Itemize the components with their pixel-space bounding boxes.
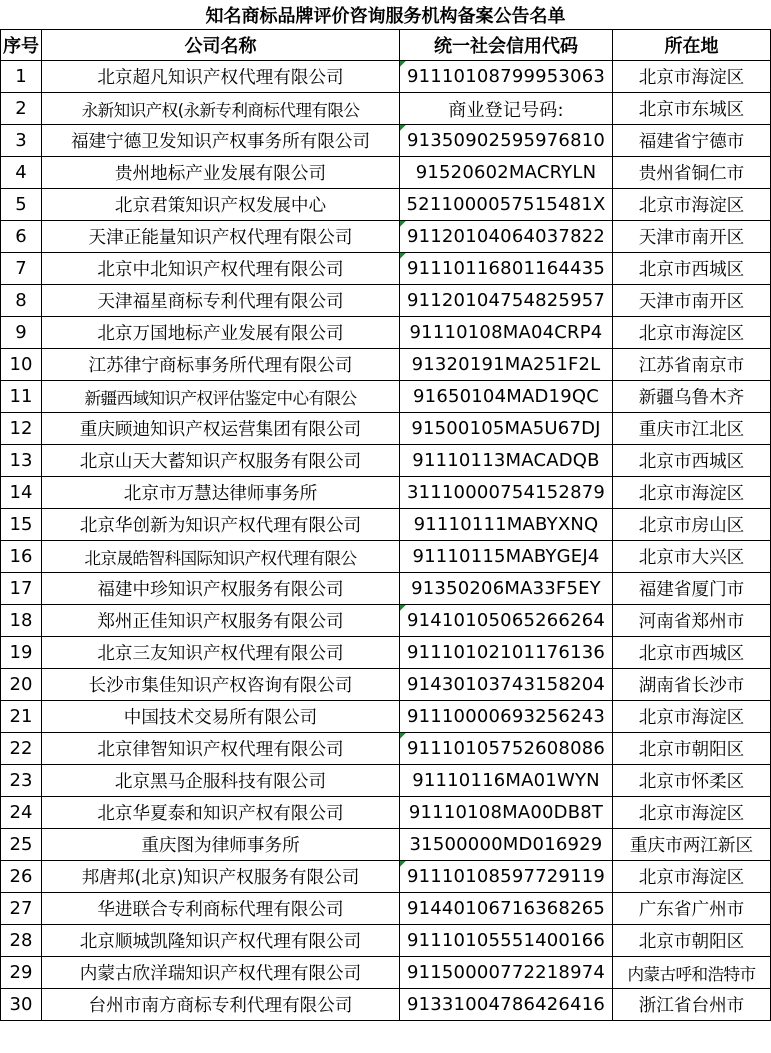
company-name-cell[interactable]: 新疆西域知识产权评估鉴定中心有限公: [42, 381, 400, 413]
company-name-cell[interactable]: 邦唐邦(北京)知识产权服务有限公司: [42, 861, 400, 893]
table-row: [1, 317, 771, 349]
location-cell[interactable]: 北京市东城区: [613, 93, 771, 125]
company-name-cell[interactable]: 江苏律宁商标事务所代理有限公司: [42, 349, 400, 381]
row-number-cell[interactable]: 12: [1, 413, 42, 445]
table-row: [1, 669, 771, 701]
company-name-cell[interactable]: 北京黑马企服科技有限公司: [42, 765, 400, 797]
location-cell[interactable]: 广东省广州市: [613, 893, 771, 925]
location-cell[interactable]: 浙江省台州市: [613, 989, 771, 1021]
credit-code-cell[interactable]: 91120104064037822: [400, 221, 613, 253]
credit-code-cell[interactable]: 91331004786426416: [400, 989, 613, 1021]
table-row: [1, 349, 771, 381]
location-cell[interactable]: 北京市西城区: [613, 253, 771, 285]
table-row: [1, 125, 771, 157]
row-number-cell[interactable]: 23: [1, 765, 42, 797]
location-cell[interactable]: 北京市怀柔区: [613, 765, 771, 797]
row-number-cell[interactable]: 28: [1, 925, 42, 957]
location-cell[interactable]: 河南省郑州市: [613, 605, 771, 637]
row-number-cell[interactable]: 29: [1, 957, 42, 989]
table-row: [1, 893, 771, 925]
sheet-title: 知名商标品牌评价咨询服务机构备案公告名单: [1, 0, 771, 30]
credit-code-cell[interactable]: 91110111MABYXNQ: [400, 509, 613, 541]
row-number-cell[interactable]: 20: [1, 669, 42, 701]
company-name-cell[interactable]: 福建中珍知识产权服务有限公司: [42, 573, 400, 605]
row-number-cell[interactable]: 27: [1, 893, 42, 925]
company-name-cell[interactable]: 北京顺城凯隆知识产权代理有限公司: [42, 925, 400, 957]
credit-code-cell[interactable]: 91650104MAD19QC: [400, 381, 613, 413]
row-number-cell[interactable]: 30: [1, 989, 42, 1021]
location-cell[interactable]: 北京市西城区: [613, 445, 771, 477]
location-cell[interactable]: 北京市海淀区: [613, 861, 771, 893]
location-cell[interactable]: 北京市海淀区: [613, 477, 771, 509]
header-row: [1, 30, 771, 61]
location-cell[interactable]: 北京市朝阳区: [613, 925, 771, 957]
row-number-cell[interactable]: 26: [1, 861, 42, 893]
credit-code-cell[interactable]: 91110116801164435: [400, 253, 613, 285]
location-cell[interactable]: 福建省厦门市: [613, 573, 771, 605]
table-row: [1, 61, 771, 93]
company-name-cell[interactable]: 长沙市集佳知识产权咨询有限公司: [42, 669, 400, 701]
credit-code-cell[interactable]: 31500000MD016929: [400, 829, 613, 861]
table-row: [1, 797, 771, 829]
credit-code-cell[interactable]: 商业登记号码:: [400, 93, 613, 125]
credit-code-cell[interactable]: 91430103743158204: [400, 669, 613, 701]
row-number-cell[interactable]: 18: [1, 605, 42, 637]
row-number-cell[interactable]: 1: [1, 61, 42, 93]
table-row: [1, 829, 771, 861]
table-row: [1, 381, 771, 413]
company-name-cell[interactable]: 北京三友知识产权代理有限公司: [42, 637, 400, 669]
table-row: [1, 925, 771, 957]
location-cell[interactable]: 福建省宁德市: [613, 125, 771, 157]
company-name-cell[interactable]: 北京晟皓智科国际知识产权代理有限公: [42, 541, 400, 573]
row-number-cell[interactable]: 19: [1, 637, 42, 669]
company-name-cell[interactable]: 重庆图为律师事务所: [42, 829, 400, 861]
table-row: [1, 605, 771, 637]
credit-code-cell[interactable]: 91110116MA01WYN: [400, 765, 613, 797]
location-cell[interactable]: 北京市西城区: [613, 637, 771, 669]
table-row: [1, 157, 771, 189]
credit-code-cell[interactable]: 91110105752608086: [400, 733, 613, 765]
row-number-cell[interactable]: 24: [1, 797, 42, 829]
table-body: [1, 61, 771, 1021]
location-cell[interactable]: 北京市朝阳区: [613, 733, 771, 765]
table-row: [1, 285, 771, 317]
row-number-cell[interactable]: 14: [1, 477, 42, 509]
header-no: 序号: [1, 30, 42, 61]
table-row: [1, 93, 771, 125]
company-name-cell[interactable]: 北京君策知识产权发展中心: [42, 189, 400, 221]
row-number-cell[interactable]: 2: [1, 93, 42, 125]
table-row: [1, 733, 771, 765]
credit-code-cell[interactable]: 91120104754825957: [400, 285, 613, 317]
row-number-cell[interactable]: 13: [1, 445, 42, 477]
location-cell[interactable]: 江苏省南京市: [613, 349, 771, 381]
row-number-cell[interactable]: 9: [1, 317, 42, 349]
credit-code-cell[interactable]: 91110108MA00DB8T: [400, 797, 613, 829]
location-cell[interactable]: 北京市海淀区: [613, 189, 771, 221]
row-number-cell[interactable]: 25: [1, 829, 42, 861]
company-name-cell[interactable]: 中国技术交易所有限公司: [42, 701, 400, 733]
row-number-cell[interactable]: 17: [1, 573, 42, 605]
row-number-cell[interactable]: 10: [1, 349, 42, 381]
table-row: [1, 637, 771, 669]
header-company-name: 公司名称: [42, 30, 400, 61]
credit-code-cell[interactable]: 91110105551400166: [400, 925, 613, 957]
company-name-cell[interactable]: 北京山天大蓄知识产权服务有限公司: [42, 445, 400, 477]
row-number-cell[interactable]: 5: [1, 189, 42, 221]
row-number-cell[interactable]: 22: [1, 733, 42, 765]
company-name-cell[interactable]: 重庆顾迪知识产权运营集团有限公司: [42, 413, 400, 445]
location-cell[interactable]: 贵州省铜仁市: [613, 157, 771, 189]
company-name-cell[interactable]: 贵州地标产业发展有限公司: [42, 157, 400, 189]
company-name-cell[interactable]: 台州市南方商标专利代理有限公司: [42, 989, 400, 1021]
credit-code-cell[interactable]: 91320191MA251F2L: [400, 349, 613, 381]
credit-code-cell[interactable]: 91350206MA33F5EY: [400, 573, 613, 605]
table-row: [1, 573, 771, 605]
company-name-cell[interactable]: 北京市万慧达律师事务所: [42, 477, 400, 509]
company-name-cell[interactable]: 天津正能量知识产权代理有限公司: [42, 221, 400, 253]
company-name-cell[interactable]: 北京华夏泰和知识产权有限公司: [42, 797, 400, 829]
table-row: [1, 509, 771, 541]
table-row: [1, 989, 771, 1021]
credit-code-cell[interactable]: 91110108799953063: [400, 61, 613, 93]
table-row: [1, 189, 771, 221]
company-name-cell[interactable]: 北京超凡知识产权代理有限公司: [42, 61, 400, 93]
credit-code-cell[interactable]: 91350902595976810: [400, 125, 613, 157]
row-number-cell[interactable]: 21: [1, 701, 42, 733]
row-number-cell[interactable]: 11: [1, 381, 42, 413]
location-cell[interactable]: 新疆乌鲁木齐: [613, 381, 771, 413]
company-name-cell[interactable]: 郑州正佳知识产权服务有限公司: [42, 605, 400, 637]
location-cell[interactable]: 北京市海淀区: [613, 797, 771, 829]
table-row: [1, 701, 771, 733]
credit-code-cell[interactable]: 91410105065266264: [400, 605, 613, 637]
row-number-cell[interactable]: 16: [1, 541, 42, 573]
credit-code-cell[interactable]: 91110115MABYGEJ4: [400, 541, 613, 573]
table-row: [1, 765, 771, 797]
location-cell[interactable]: 重庆市两江新区: [613, 829, 771, 861]
location-cell[interactable]: 重庆市江北区: [613, 413, 771, 445]
credit-code-cell[interactable]: 91110000693256243: [400, 701, 613, 733]
credit-code-cell[interactable]: 5211000057515481X: [400, 189, 613, 221]
table-row: [1, 413, 771, 445]
company-name-cell[interactable]: 北京万国地标产业发展有限公司: [42, 317, 400, 349]
location-cell[interactable]: 北京市大兴区: [613, 541, 771, 573]
credit-code-cell[interactable]: 91110113MACADQB: [400, 445, 613, 477]
credit-code-cell[interactable]: 91150000772218974: [400, 957, 613, 989]
location-cell[interactable]: 北京市海淀区: [613, 317, 771, 349]
row-number-cell[interactable]: 4: [1, 157, 42, 189]
credit-code-cell[interactable]: 91440106716368265: [400, 893, 613, 925]
row-number-cell[interactable]: 6: [1, 221, 42, 253]
credit-code-cell[interactable]: 91110108MA04CRP4: [400, 317, 613, 349]
company-name-cell[interactable]: 华进联合专利商标代理有限公司: [42, 893, 400, 925]
row-number-cell[interactable]: 15: [1, 509, 42, 541]
credit-code-cell[interactable]: 91110102101176136: [400, 637, 613, 669]
location-cell[interactable]: 北京市房山区: [613, 509, 771, 541]
table-row: [1, 477, 771, 509]
company-name-cell[interactable]: 天津福星商标专利代理有限公司: [42, 285, 400, 317]
credit-code-cell[interactable]: 31110000754152879: [400, 477, 613, 509]
company-name-cell[interactable]: 北京华创新为知识产权代理有限公司: [42, 509, 400, 541]
table-row: [1, 253, 771, 285]
header-credit-code: 统一社会信用代码: [400, 30, 613, 61]
table-row: [1, 445, 771, 477]
location-cell[interactable]: 湖南省长沙市: [613, 669, 771, 701]
company-name-cell[interactable]: 内蒙古欣洋瑞知识产权代理有限公司: [42, 957, 400, 989]
credit-code-cell[interactable]: 91500105MA5U67DJ: [400, 413, 613, 445]
table-row: [1, 957, 771, 989]
credit-code-cell[interactable]: 91110108597729119: [400, 861, 613, 893]
credit-code-cell[interactable]: 91520602MACRYLN: [400, 157, 613, 189]
table-row: [1, 541, 771, 573]
company-name-cell[interactable]: 福建宁德卫发知识产权事务所有限公司: [42, 125, 400, 157]
location-cell[interactable]: 北京市海淀区: [613, 61, 771, 93]
company-name-cell[interactable]: 永新知识产权(永新专利商标代理有限公: [42, 93, 400, 125]
location-cell[interactable]: 天津市南开区: [613, 221, 771, 253]
company-name-cell[interactable]: 北京中北知识产权代理有限公司: [42, 253, 400, 285]
table-row: [1, 221, 771, 253]
location-cell[interactable]: 内蒙古呼和浩特市: [613, 957, 771, 989]
row-number-cell[interactable]: 8: [1, 285, 42, 317]
company-name-cell[interactable]: 北京律智知识产权代理有限公司: [42, 733, 400, 765]
row-number-cell[interactable]: 3: [1, 125, 42, 157]
location-cell[interactable]: 天津市南开区: [613, 285, 771, 317]
table-row: [1, 861, 771, 893]
header-location: 所在地: [613, 30, 771, 61]
row-number-cell[interactable]: 7: [1, 253, 42, 285]
location-cell[interactable]: 北京市海淀区: [613, 701, 771, 733]
